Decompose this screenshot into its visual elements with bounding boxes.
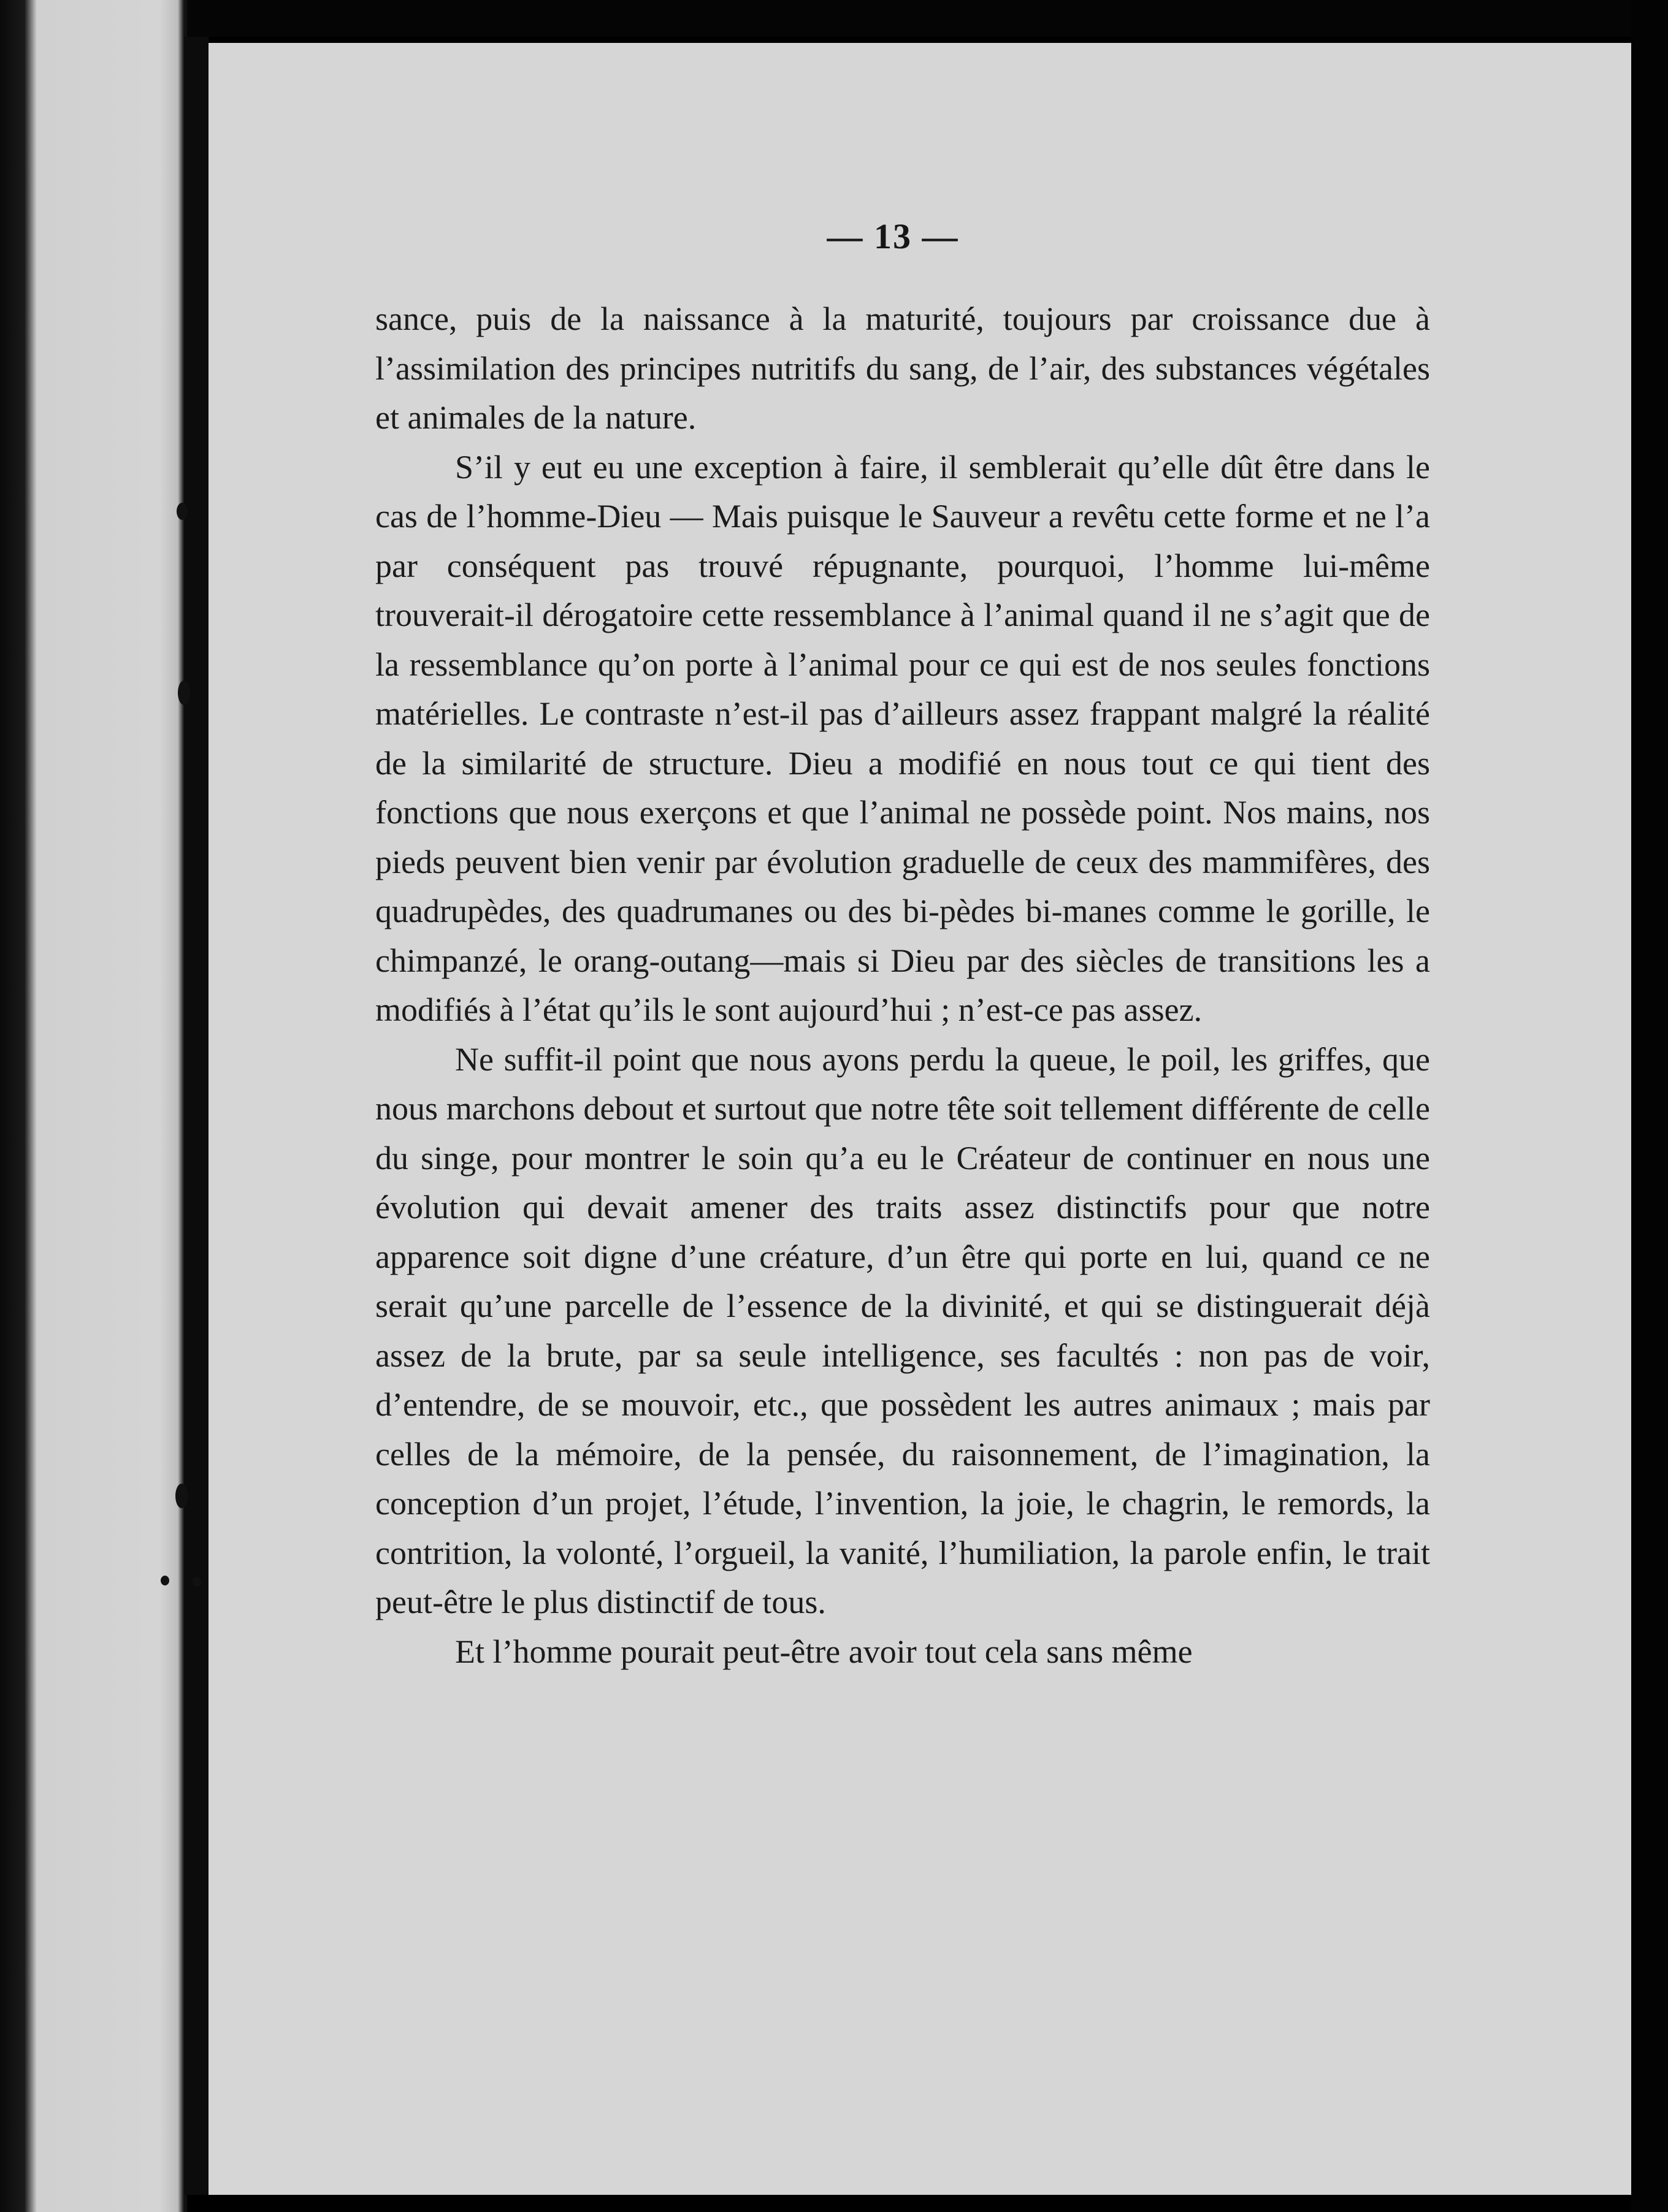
- paragraph: Et l’homme pourait peut-être avoir tout cela sans même: [455, 1633, 1193, 1670]
- binding-speck: [161, 1576, 169, 1585]
- paragraph: S’il y eut eu une exception à faire, il semblerait qu’elle dût être dans le cas de l’homme-Dieu — Mais puisque le Sauveur a revêtu cette forme et ne l’a par conséquent pas trouvé répugnante, pourquoi, l’homme lui-même trouverait-il dérogatoire cette ressemblance à l’animal quand il ne s’agit que de la ressemblance qu’on porte à l’animal pour ce qui est de nos seules fonctions matérielles. Le contraste n’est-il pas d’ailleurs assez frappant malgré la réalité de la similarité de structure. Dieu a modifié en nous tout ce qui tient des fonctions que nous exerçons et que l’animal ne possède point. Nos mains, nos pieds peuvent bien venir par évolution graduelle de ceux des mammifères, des quadrupèdes, des quadrumanes ou des bi-pèdes bi-manes comme le gorille, le chimpanzé, le orang-outang—mais si Dieu par des siècles de transitions les a modifiés à l’état qu’ils le sont aujourd’hui ; n’est-ce pas assez.: [375, 448, 1430, 1028]
- binding-speck: [177, 503, 188, 520]
- binding-speck: [178, 681, 190, 705]
- page-number: — 13 —: [827, 216, 959, 256]
- paragraph: Ne suffit-il point que nous ayons perdu la queue, le poil, les griffes, que nous marchons debout et surtout que notre tête soit tellement différente de celle du singe, pour montrer le soin qu’a eu le Créateur de continuer en nous une évolution qui devait amener des traits assez distinctifs pour que notre apparence soit digne d’une créature, d’un être qui porte en lui, quand ce ne serait qu’une parcelle de l’essence de la divinité, et qui se distinguerait déjà assez de la brute, par sa seule intelligence, ses facultés : non pas de voir, d’entendre, de se mouvoir, etc., que possèdent les autres animaux ; mais par celles de la mémoire, de la pensée, du raisonnement, de l’imagination, la conception d’un projet, l’étude, l’invention, la joie, le chagrin, le remords, la contrition, la volonté, l’orgueil, la vanité, l’humiliation, la parole enfin, le trait peut-être le plus distinctif de tous.: [375, 1040, 1430, 1620]
- scan-top-border: [0, 0, 1668, 37]
- paragraph: sance, puis de la naissance à la maturité, toujours par croissance due à l’assimilation des principes nutritifs du sang, de l’air, des substances végétales et animales de la nature.: [375, 300, 1430, 436]
- binding-speck: [175, 1484, 188, 1508]
- previous-page-edge: [0, 0, 187, 2212]
- book-binding-gutter: [184, 37, 208, 2195]
- scan-right-border: [1631, 0, 1668, 2212]
- page-body: [375, 294, 1430, 1676]
- binding-speck: [193, 1577, 201, 1587]
